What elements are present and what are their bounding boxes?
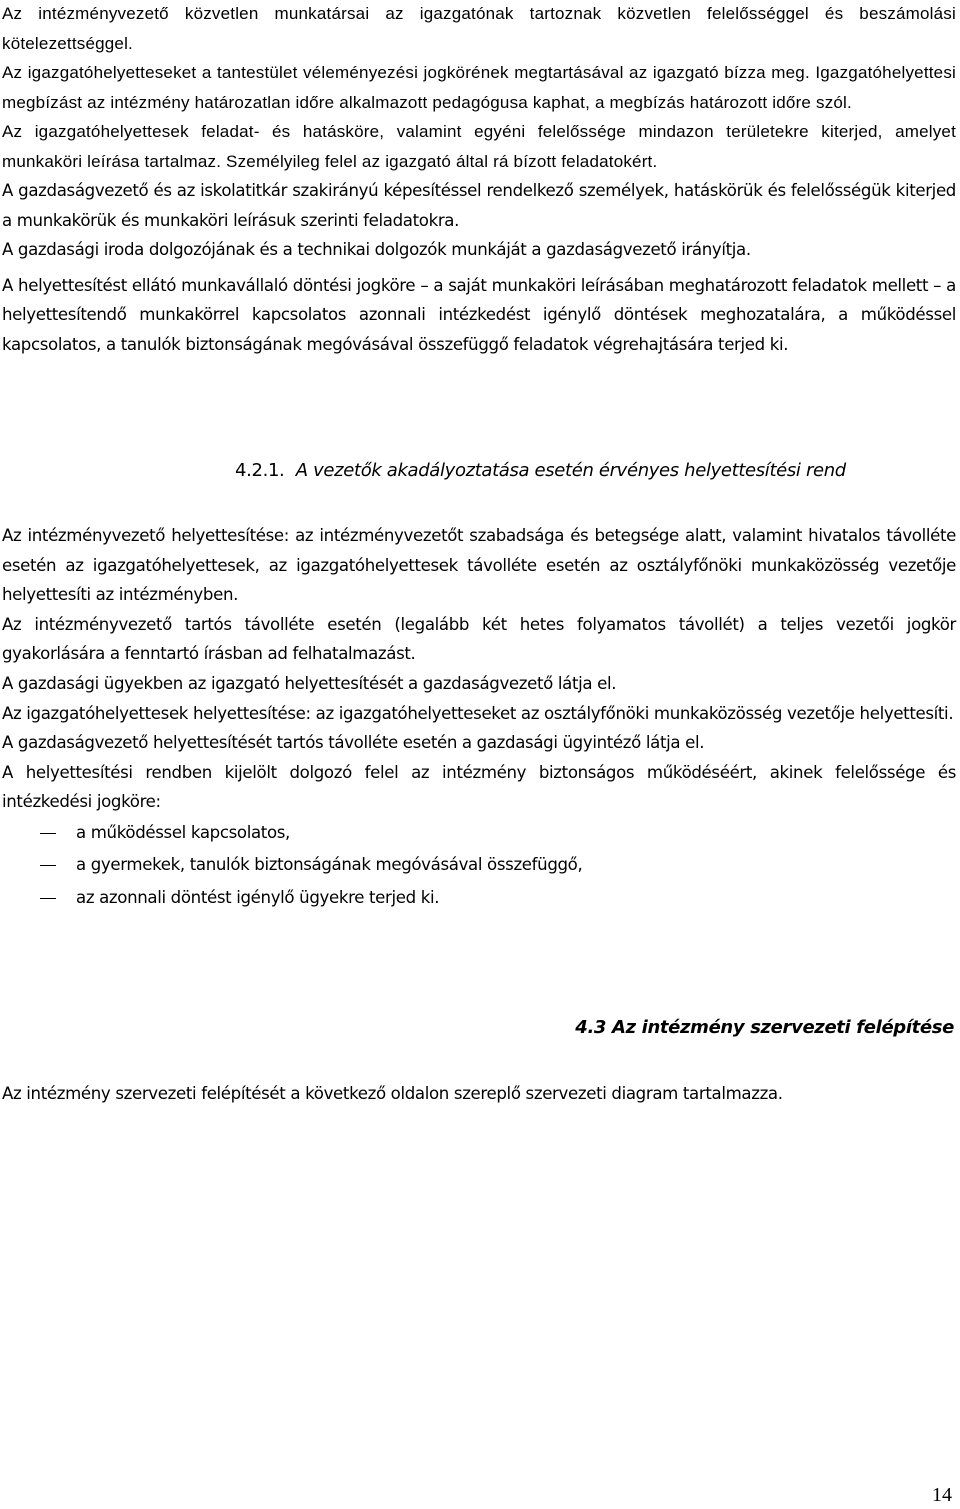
list-item-text: a működéssel kapcsolatos, — [76, 822, 290, 842]
paragraph: Az intézményvezető helyettesítése: az intézményvezetőt szabadsága és betegsége alatt, valamint hivatalos távolléte esetén az igazgatóhelyettesek, az igazgatóhelyettesek távolléte esetén az osztályfőnöki munkaközösség vezetője helyettesíti az intézményben. — [2, 526, 956, 605]
list-item-text: a gyermekek, tanulók biztonságának megóvásával összefüggő, — [76, 855, 583, 875]
paragraph: Az igazgatóhelyetteseket a tantestület véleményezési jogkörének megtartásával az igazgató bízza meg. Igazgatóhelyettesi megbízást az intézmény határozatlan időre alkalmazott pedagógusa kaphat, a megbízás határozott időre szól. — [2, 63, 956, 112]
paragraph: A helyettesítést ellátó munkavállaló döntési jogköre – a saját munkaköri leírásában meghatározott feladatok mellett – a helyettesítendő munkakörrel kapcsolatos azonnali intézkedést igénylő döntések meghozatalára, a működéssel kapcsolatos, a tanulók biztonságának megóvásával összefüggő feladatok végrehajtására terjed ki. — [2, 275, 956, 354]
section-heading-4-3: 4.3 Az intézmény szervezeti felépítése — [575, 1017, 954, 1038]
dash-bullet-icon — [40, 865, 56, 866]
paragraph: Az igazgatóhelyettesek feladat- és hatásköre, valamint egyéni felelőssége mindazon területekre kiterjed, amelyet munkaköri leírása tartalmaz. Személyileg felel az igazgató által rá bízott feladatokért. — [2, 122, 956, 171]
section-4-2-1-body — [2, 521, 956, 914]
list-item-text: az azonnali döntést igénylő ügyekre terjed ki. — [76, 887, 440, 907]
dash-bullet-icon — [40, 898, 56, 899]
dash-bullet-icon — [40, 833, 56, 834]
paragraph: Az igazgatóhelyettesek helyettesítése: az igazgatóhelyetteseket az osztályfőnöki munkaközösség vezetője helyettesíti. — [2, 703, 954, 723]
list-item — [2, 882, 956, 915]
heading-title: A vezetők akadályoztatása esetén érvényes helyettesítési rend — [295, 460, 846, 481]
top-section — [2, 0, 956, 360]
paragraph: A helyettesítési rendben kijelölt dolgozó felel az intézmény biztonságos működéséért, akinek felelőssége és intézkedési jogköre: — [2, 762, 956, 812]
paragraph: Az intézményvezető közvetlen munkatársai az igazgatónak tartoznak közvetlen felelősséggel és beszámolási kötelezettséggel. — [2, 4, 956, 53]
paragraph: A gazdasági ügyekben az igazgató helyettesítését a gazdaságvezető látja el. — [2, 673, 617, 693]
responsibility-list — [2, 817, 956, 915]
paragraph: A gazdasági iroda dolgozójának és a technikai dolgozók munkáját a gazdaságvezető irányítja. — [2, 240, 751, 260]
paragraph: A gazdaságvezető helyettesítését tartós távolléte esetén a gazdasági ügyintéző látja el. — [2, 733, 705, 753]
list-item — [2, 817, 956, 850]
section-heading-4-2-1 — [235, 460, 846, 481]
paragraph: A gazdaságvezető és az iskolatitkár szakirányú képesítéssel rendelkező személyek, hatáskörük és felelősségük kiterjed a munkakörük és munkaköri leírásuk szerinti feladatokra. — [2, 181, 956, 230]
page-number: 14 — [932, 1484, 952, 1506]
paragraph: Az intézmény szervezeti felépítését a következő oldalon szereplő szervezeti diagram tartalmazza. — [2, 1084, 783, 1103]
paragraph: Az intézményvezető tartós távolléte esetén (legalább két hetes folyamatos távollét) a teljes vezetői jogkör gyakorlására a fenntartó írásban ad felhatalmazást. — [2, 614, 956, 664]
section-4-3-body — [2, 1079, 956, 1109]
list-item — [2, 849, 956, 882]
heading-number: 4.2.1. — [235, 460, 285, 481]
